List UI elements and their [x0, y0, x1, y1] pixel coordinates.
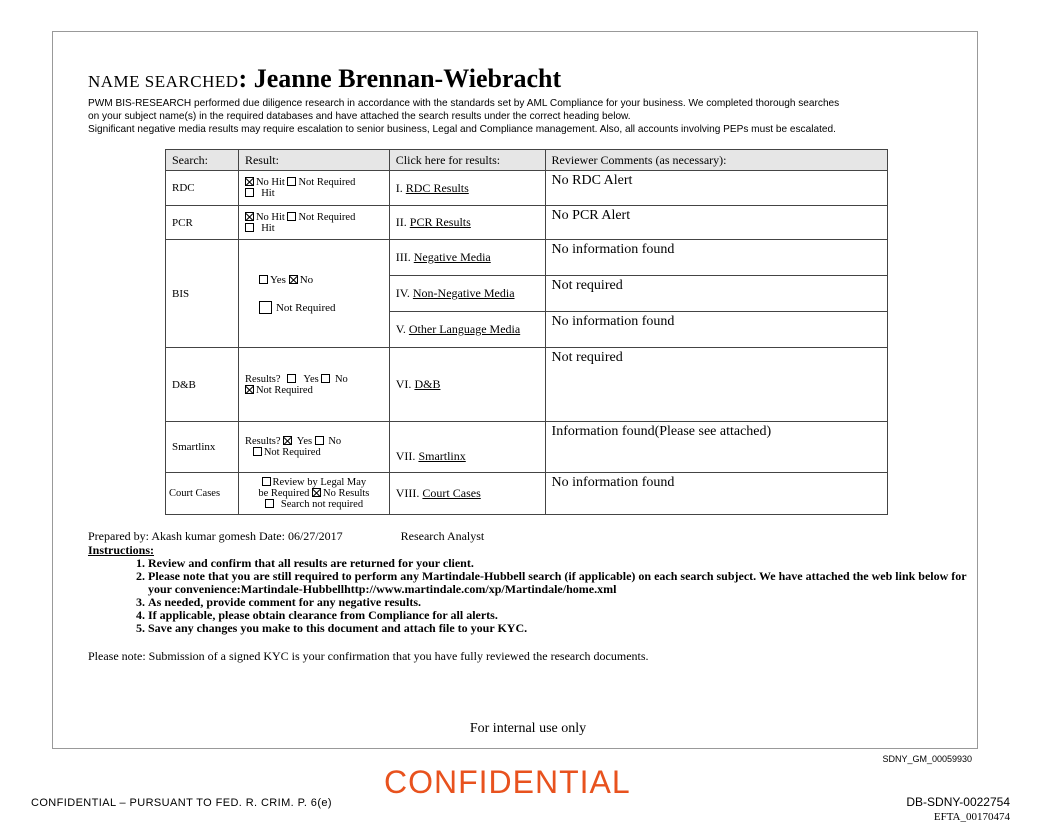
result-db — [238, 348, 389, 422]
searched-name: Jeanne Brennan-Wiebracht — [253, 64, 562, 93]
checkbox-icon[interactable] — [245, 188, 254, 197]
header-search: Search: — [166, 150, 239, 171]
link-other-language-media[interactable] — [389, 312, 545, 348]
list-item: 4. If applicable, please obtain clearance from Compliance for all alerts. — [148, 609, 978, 622]
option-label: No — [334, 373, 348, 385]
result-court — [238, 473, 389, 515]
db-results-link[interactable]: D&B — [414, 377, 441, 391]
checkbox-icon[interactable] — [265, 499, 274, 508]
search-db: D&B — [166, 348, 239, 422]
non-negative-media-link[interactable]: Non-Negative Media — [412, 286, 515, 300]
checkbox-icon[interactable] — [262, 477, 271, 486]
confidential-stamp: CONFIDENTIAL — [384, 764, 631, 800]
negative-media-link[interactable]: Negative Media — [413, 250, 491, 264]
checkbox-icon[interactable] — [321, 374, 330, 383]
checked-box-icon[interactable] — [245, 177, 254, 186]
checked-box-icon[interactable] — [312, 488, 321, 497]
option-label: Hit — [261, 188, 275, 199]
link-court[interactable] — [389, 473, 545, 515]
checkbox-icon[interactable] — [287, 212, 296, 221]
option-label: Yes — [303, 373, 319, 385]
prepared-by — [88, 529, 484, 544]
checked-box-icon[interactable] — [245, 385, 254, 394]
comment-negative-media: No information found — [545, 240, 887, 276]
bates-db: DB-SDNY-0022754 — [906, 795, 1010, 809]
link-number: V. — [395, 322, 406, 336]
checkbox-icon[interactable] — [259, 301, 272, 314]
checkbox-icon[interactable] — [315, 436, 324, 445]
header-click: Click here for results: — [389, 150, 545, 171]
comment-smartlinx: Information found(Please see attached) — [545, 422, 887, 473]
list-item: 1. Review and confirm that all results are returned for your client. — [148, 557, 978, 570]
search-bis: BIS — [166, 240, 239, 348]
bates-efta: EFTA_00170474 — [933, 811, 1010, 823]
comment-rdc: No RDC Alert — [545, 171, 887, 206]
result-rdc — [238, 171, 389, 206]
link-number: IV. — [395, 286, 410, 300]
link-number: VI. — [395, 377, 412, 391]
checkbox-icon[interactable] — [245, 223, 254, 232]
other-language-media-link[interactable]: Other Language Media — [408, 322, 521, 336]
option-label: Not Required — [275, 301, 336, 314]
results-label: Results? — [244, 373, 281, 385]
option-label: No Results — [322, 488, 370, 499]
link-db[interactable] — [389, 348, 545, 422]
link-non-negative-media[interactable] — [389, 276, 545, 312]
option-label: No — [328, 436, 342, 447]
option-label: Not Required — [298, 177, 356, 188]
link-number: VIII. — [395, 486, 420, 500]
option-label: Search not required — [280, 499, 364, 510]
result-pcr — [238, 206, 389, 240]
option-label: Not Required — [298, 211, 356, 223]
checkbox-icon[interactable] — [259, 275, 268, 284]
bates-sdny: SDNY_GM_00059930 — [882, 754, 972, 764]
link-rdc[interactable] — [389, 171, 545, 206]
smartlinx-results-link[interactable]: Smartlinx — [418, 449, 466, 463]
checked-box-icon[interactable] — [289, 275, 298, 284]
option-label: No Hit — [255, 211, 285, 223]
comment-pcr: No PCR Alert — [545, 206, 887, 240]
checked-box-icon[interactable] — [245, 212, 254, 221]
checked-box-icon[interactable] — [283, 436, 292, 445]
list-item: 5. Save any changes you make to this document and attach file to your KYC. — [148, 622, 978, 635]
search-smartlinx: Smartlinx — [166, 422, 239, 473]
search-pcr: PCR — [166, 206, 239, 240]
option-label: Review by Legal May — [272, 477, 367, 488]
search-rdc: RDC — [166, 171, 239, 206]
header-comments: Reviewer Comments (as necessary): — [545, 150, 887, 171]
table-row-bis — [166, 240, 888, 276]
intro-line-2: on your subject name(s) in the required databases and have attached the search results under the correct heading below. — [88, 111, 631, 122]
table-row-db — [166, 348, 888, 422]
link-negative-media[interactable] — [389, 240, 545, 276]
page-title: NAME SEARCHED: Jeanne Brennan-Wiebracht — [88, 64, 562, 93]
kyc-note: Please note: Submission of a signed KYC is your confirmation that you have fully reviewed the research documents. — [88, 649, 649, 663]
option-label: be Required — [258, 488, 310, 499]
link-number: II. — [395, 215, 407, 229]
option-label: No — [299, 273, 314, 286]
checkbox-icon[interactable] — [287, 374, 296, 383]
confidential-legend: CONFIDENTIAL – PURSUANT TO FED. R. CRIM. P. 6(e) — [31, 797, 332, 809]
link-pcr[interactable] — [389, 206, 545, 240]
results-table — [165, 149, 888, 515]
pcr-results-link[interactable]: PCR Results — [409, 215, 471, 229]
comment-db: Not required — [545, 348, 887, 422]
comment-non-negative-media: Not required — [545, 276, 887, 312]
intro-text — [88, 97, 968, 136]
court-cases-link[interactable]: Court Cases — [422, 486, 481, 500]
name-searched-label: NAME SEARCHED — [88, 72, 239, 91]
checkbox-icon[interactable] — [253, 447, 262, 456]
intro-line-3: Significant negative media results may require escalation to senior business, Legal and Compliance management. Also, all accounts involving PEPs must be escalated. — [88, 124, 836, 135]
instructions-title: Instructions: — [88, 543, 155, 557]
intro-line-1: PWM BIS-RESEARCH performed due diligence research in accordance with the standards set by AML Compliance for your business. We completed thorough searches — [88, 98, 840, 109]
link-number: I. — [395, 180, 403, 195]
comment-court: No information found — [545, 473, 887, 515]
search-court: Court Cases — [166, 473, 239, 515]
table-row-rdc — [166, 171, 888, 206]
table-row-smartlinx — [166, 422, 888, 473]
option-label: Not Required — [263, 447, 321, 458]
rdc-results-link[interactable]: RDC Results — [405, 180, 469, 195]
option-label: Yes — [296, 436, 313, 447]
table-header-row — [166, 150, 888, 171]
results-label: Results? — [244, 436, 281, 447]
option-label: No Hit — [255, 177, 285, 188]
table-row-pcr — [166, 206, 888, 240]
link-smartlinx[interactable] — [389, 422, 545, 473]
instructions-list — [88, 557, 978, 635]
result-bis — [238, 240, 389, 348]
analyst-title: Research Analyst — [400, 529, 485, 543]
header-result: Result: — [238, 150, 389, 171]
table-row-court — [166, 473, 888, 515]
option-label: Hit — [261, 222, 275, 234]
link-number: III. — [395, 250, 411, 264]
comment-other-language-media: No information found — [545, 312, 887, 348]
result-smartlinx — [238, 422, 389, 473]
prepared-by-text: Prepared by: Akash kumar gomesh Date: 06/27/2017 — [88, 529, 343, 543]
list-item: 2. Please note that you are still required to perform any Martindale-Hubbell search (if applicable) on each search subject. We have attached the web link below for your convenience:Martindale-Hubbellhttp://www.martindale.com/xp/Martindale/home.xml — [148, 570, 978, 596]
list-item: 3. As needed, provide comment for any negative results. — [148, 596, 978, 609]
checkbox-icon[interactable] — [287, 177, 296, 186]
option-label: Not Required — [255, 384, 313, 396]
option-label: Yes — [269, 273, 286, 286]
link-number: VII. — [395, 449, 416, 463]
internal-use-notice: For internal use only — [469, 721, 587, 736]
